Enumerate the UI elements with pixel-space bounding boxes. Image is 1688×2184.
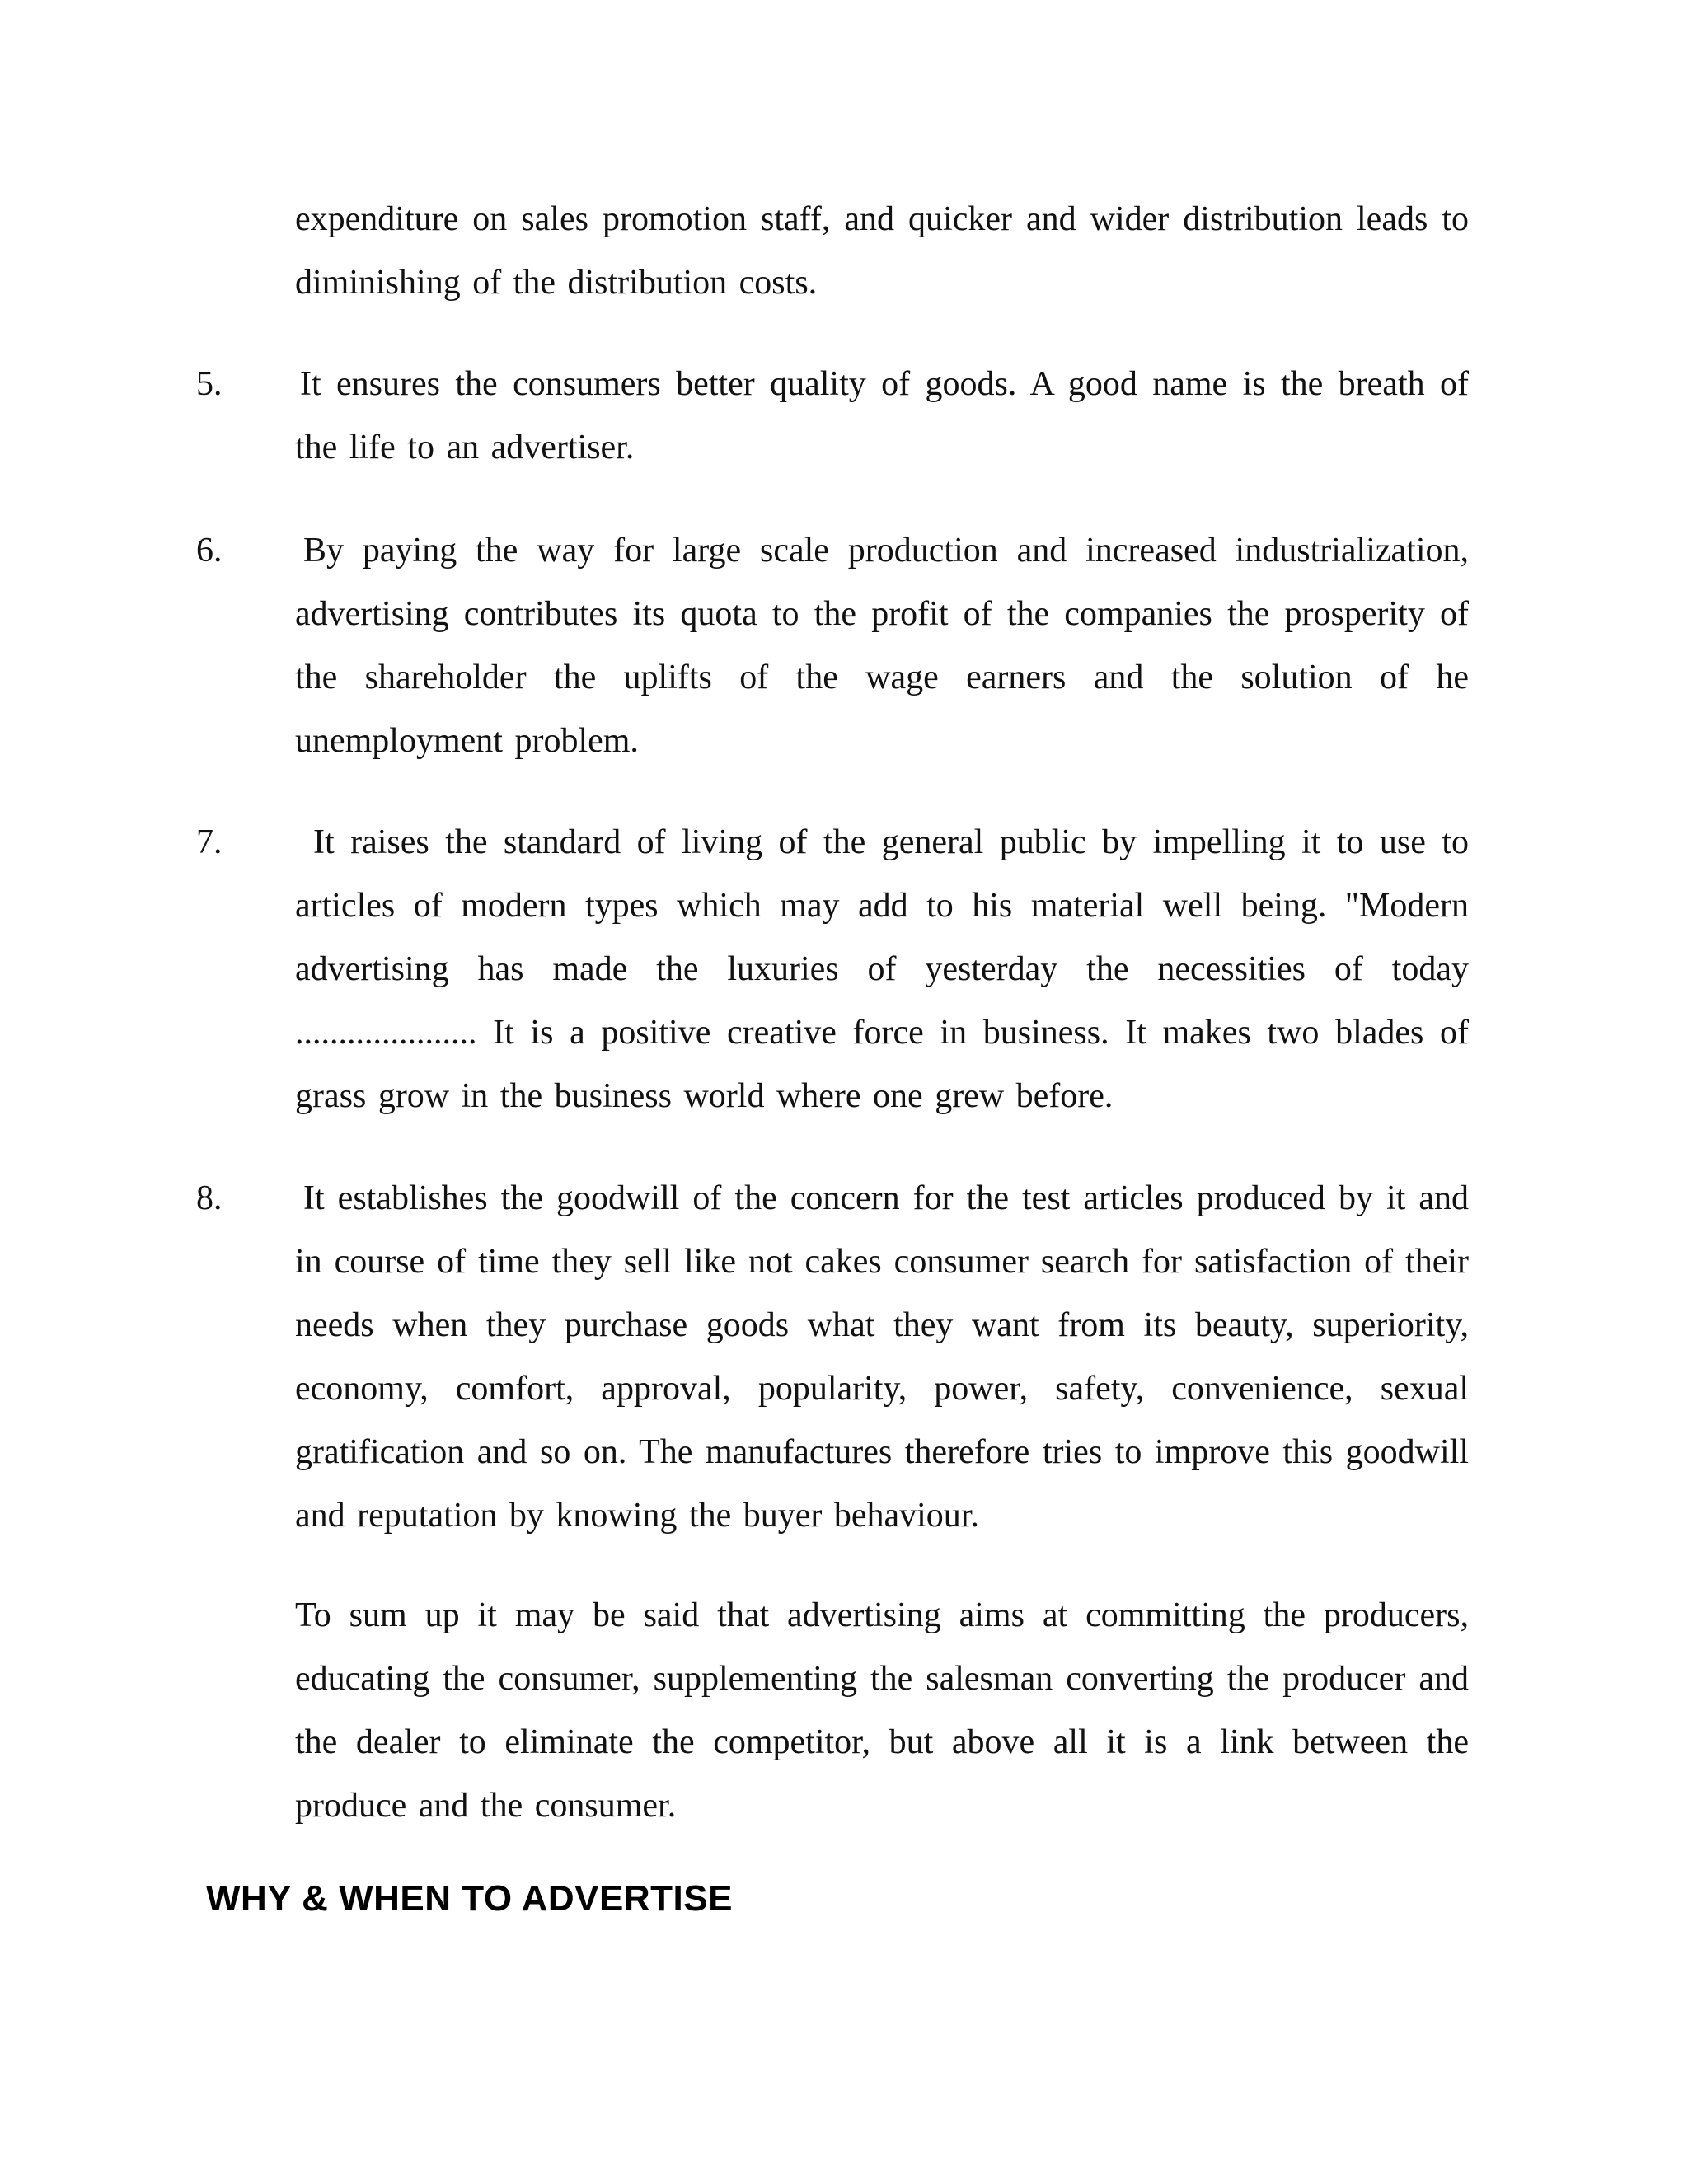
list-item-text: It ensures the consumers better quality of goods. A good name is the breath of the life to an advertiser.	[295, 365, 1469, 466]
continuation-paragraph: expenditure on sales promotion staff, and quicker and wider distribution leads to diminishing of the distribution costs.	[295, 200, 1469, 302]
section-heading: WHY & WHEN TO ADVERTISE	[206, 1878, 733, 1919]
list-item-number: 5.	[196, 365, 223, 403]
list-item-text: It establishes the goodwill of the concern for the test articles produced by it and in course of time they sell like not cakes consumer search for satisfaction of their needs when they purchase goods what they want from its beauty, superiority, economy, comfort, approval, popularity, power, safety, convenience, sexual gratification and so on. The manufactures therefore tries to improve this goodwill and reputation by knowing the buyer behaviour.	[295, 1179, 1469, 1535]
list-item-number: 7.	[196, 823, 223, 861]
list-item-text: It raises the standard of living of the general public by impelling it to use to articles of modern types which may add to his material well being. "Modern advertising has made the luxuries of yesterday the necessities of today ..................... It is a positive creative force in business. It makes two blades of grass grow in the business world where one grew before.	[295, 823, 1469, 1115]
list-item-number: 8.	[196, 1179, 223, 1217]
summary-paragraph: To sum up it may be said that advertising aims at committing the producers, educating the consumer, supplementing the salesman converting the producer and the dealer to eliminate the competitor, but above all it is a link between the produce and the consumer.	[295, 1596, 1469, 1825]
list-item-number: 6.	[196, 532, 223, 569]
list-item-text: By paying the way for large scale production and increased industrialization, advertising contributes its quota to the profit of the companies the prosperity of the shareholder the uplifts of the wage earners and the solution of he unemployment problem.	[295, 532, 1469, 760]
